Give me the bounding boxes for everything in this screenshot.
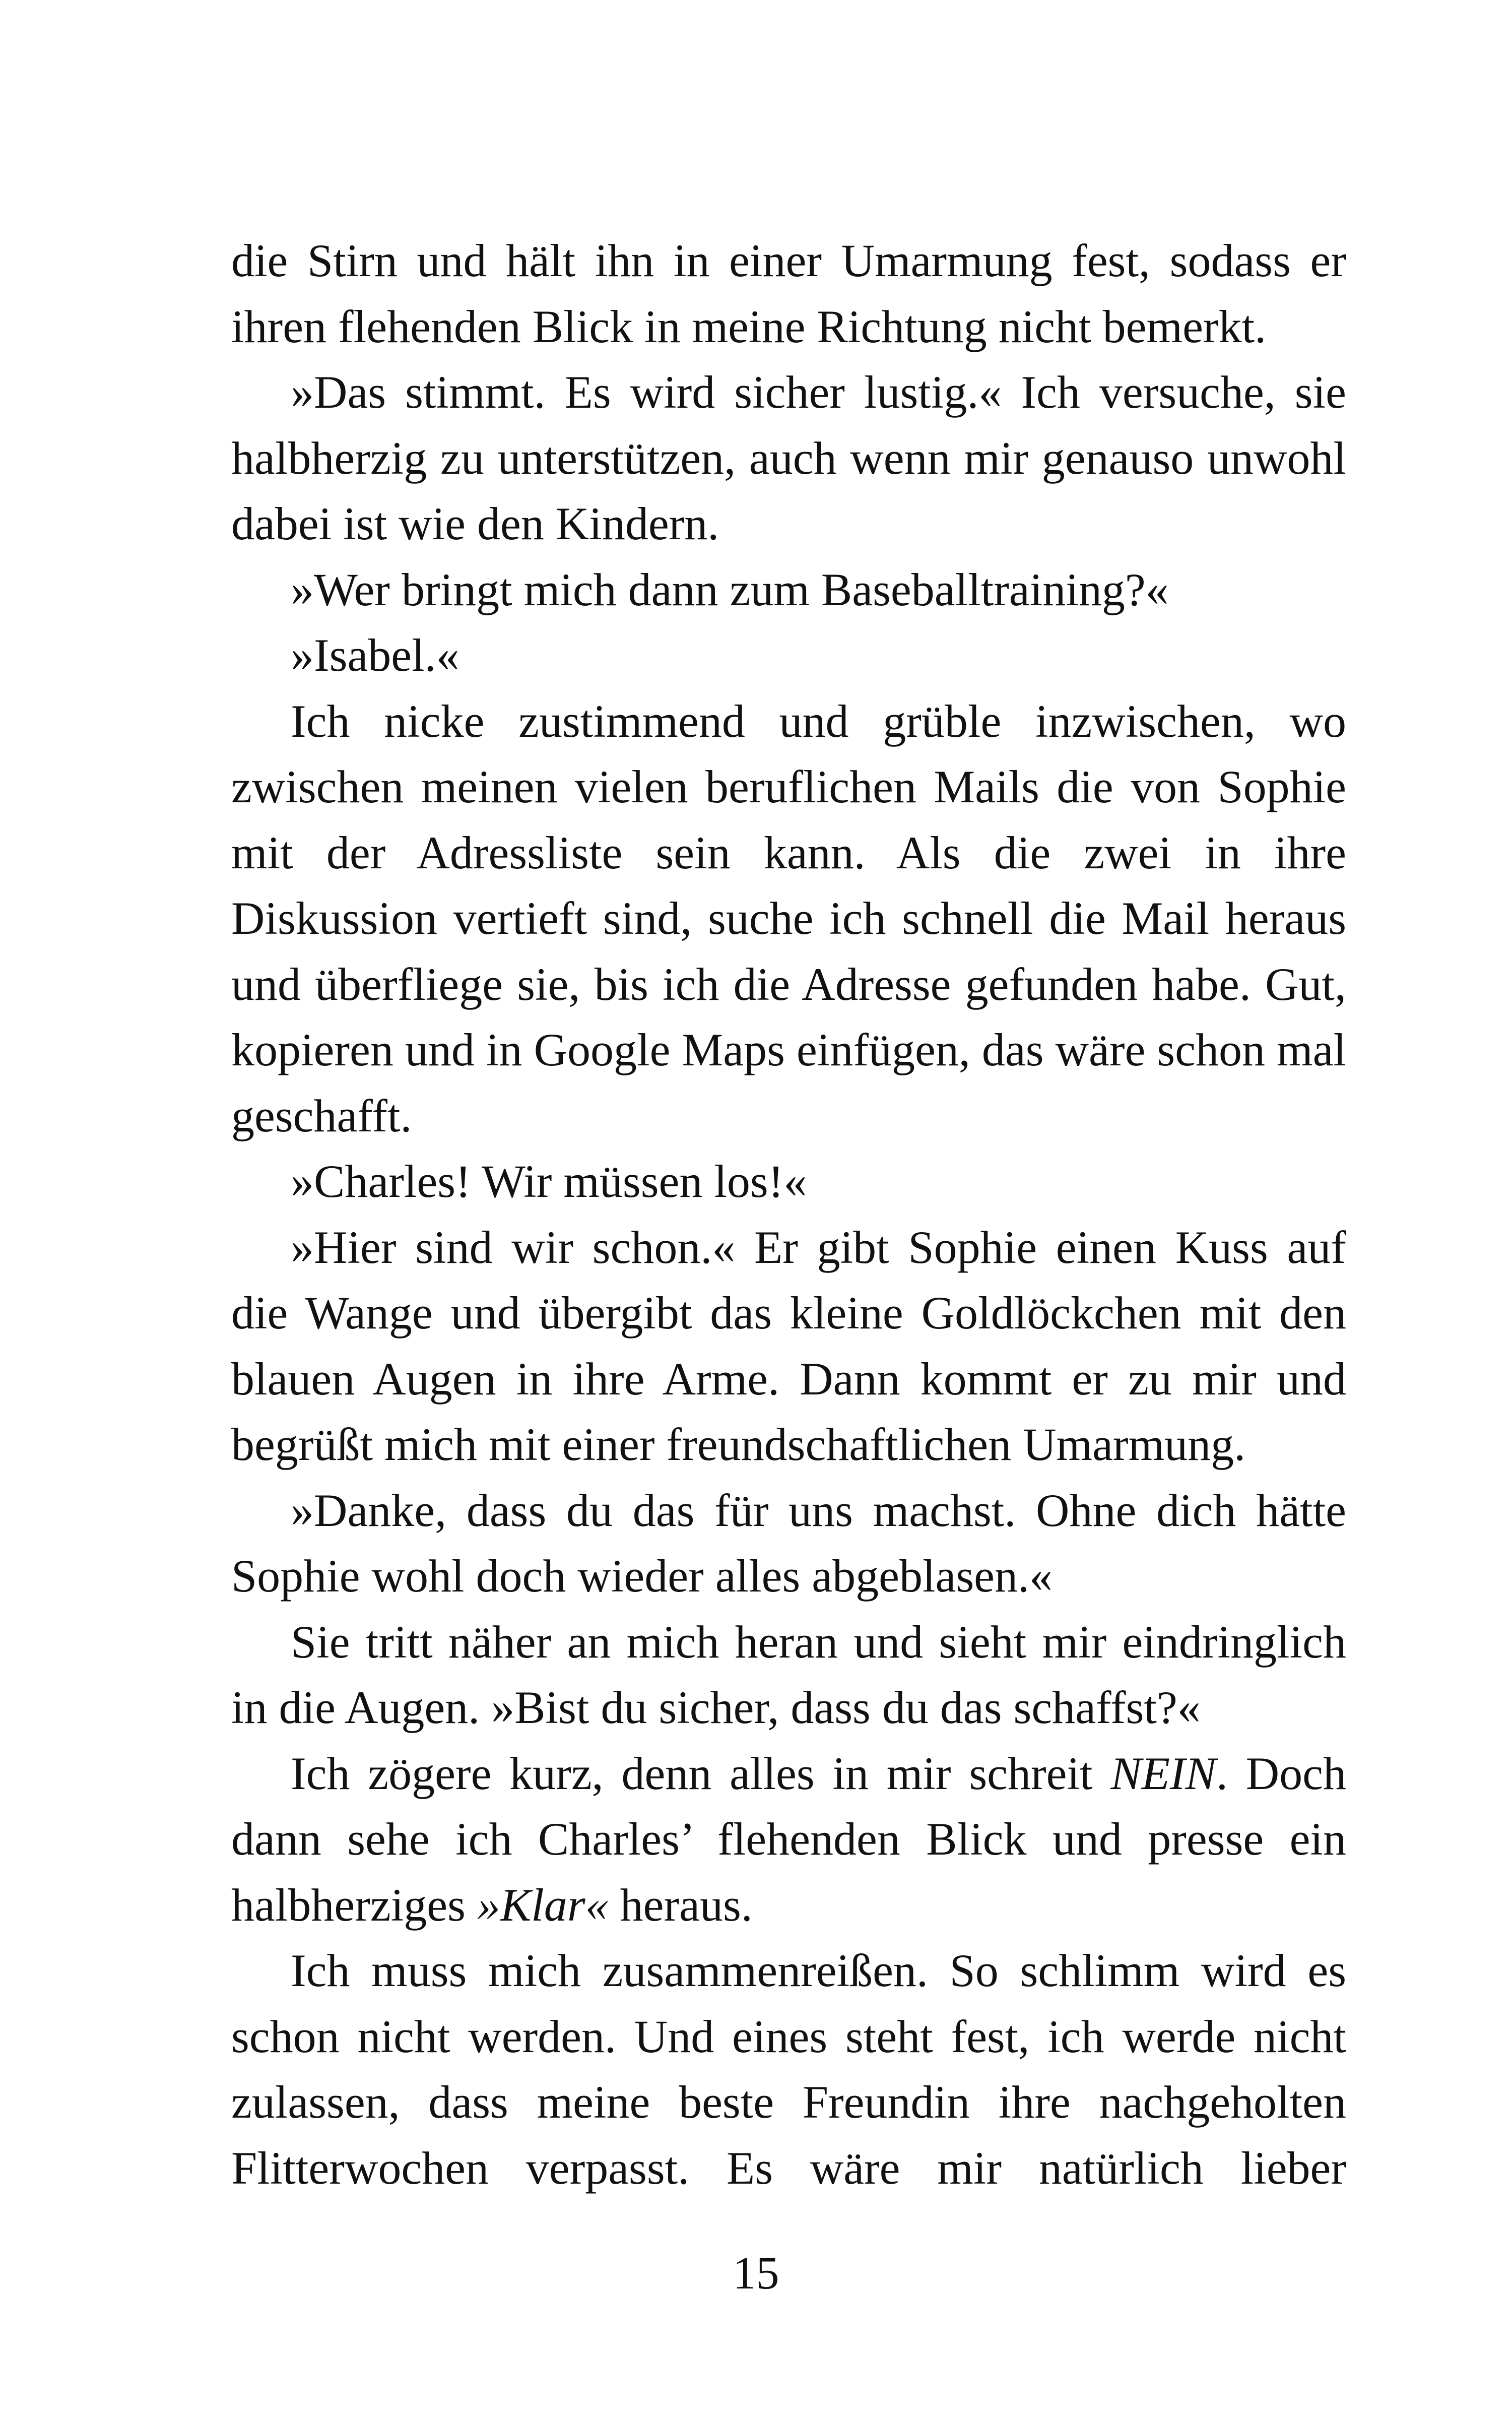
text-span: »Danke, dass du das für uns machst. Ohne dich hätte Sophie wohl doch wieder alles abgeblasen.« (231, 1484, 1346, 1602)
paragraph (231, 688, 1346, 1149)
body-text (231, 228, 1346, 2201)
paragraph (231, 359, 1346, 557)
text-span: die Stirn und hält ihn in einer Umarmung fest, sodass er ihren flehenden Blick in meine Richtung nicht bemerkt. (231, 235, 1346, 352)
text-span: »Wer bringt mich dann zum Baseballtraining?« (291, 563, 1169, 615)
text-span: heraus. (608, 1879, 753, 1931)
text-span: »Charles! Wir müssen los!« (291, 1156, 807, 1207)
paragraph (231, 1609, 1346, 1741)
paragraph (231, 1938, 1346, 2201)
text-span: . Doch dann sehe ich Charles’ flehenden Blick und presse ein halbherziges (231, 1747, 1346, 1931)
paragraph (231, 622, 1346, 688)
italic-text: »Klar« (477, 1879, 609, 1931)
paragraph (231, 1478, 1346, 1609)
paragraph (231, 557, 1346, 623)
text-span: »Das stimmt. Es wird sicher lustig.« Ich versuche, sie halbherzig zu unterstützen, auch wenn mir genauso unwohl dabei ist wie den Kindern. (231, 366, 1346, 549)
paragraph (231, 1741, 1346, 1938)
paragraph (231, 228, 1346, 359)
text-span: »Isabel.« (291, 629, 459, 681)
page-number: 15 (733, 2247, 779, 2299)
paragraph (231, 1215, 1346, 1478)
text-span: Ich muss mich zusammenreißen. So schlimm wird es schon nicht werden. Und eines steht fest, ich werde nicht zulassen, dass meine beste Freundin ihre nachgeholten Flitterwochen verpasst. Es wäre mir natürlich lieber (231, 1945, 1346, 2194)
italic-text: NEIN (1110, 1747, 1216, 1799)
text-span: »Hier sind wir schon.« Er gibt Sophie einen Kuss auf die Wange und übergibt das kleine Goldlöckchen mit den blauen Augen in ihre Arme. Dann kommt er zu mir und begrüßt mich mit einer freundschaftlichen Umarmung. (231, 1221, 1346, 1470)
text-span: Sie tritt näher an mich heran und sieht mir eindringlich in die Augen. »Bist du sicher, dass du das schaffst?« (231, 1616, 1346, 1733)
text-span: Ich zögere kurz, denn alles in mir schreit (291, 1747, 1111, 1799)
paragraph (231, 1149, 1346, 1215)
text-span: Ich nicke zustimmend und grüble inzwischen, wo zwischen meinen vielen beruflichen Mails die von Sophie mit der Adressliste sein kann. Als die zwei in ihre Diskussion vertieft sind, suche ich schnell die Mail heraus und überfliege sie, bis ich die Adresse gefunden habe. Gut, kopieren und in Google Maps einfügen, das wäre schon mal geschafft. (231, 695, 1346, 1141)
